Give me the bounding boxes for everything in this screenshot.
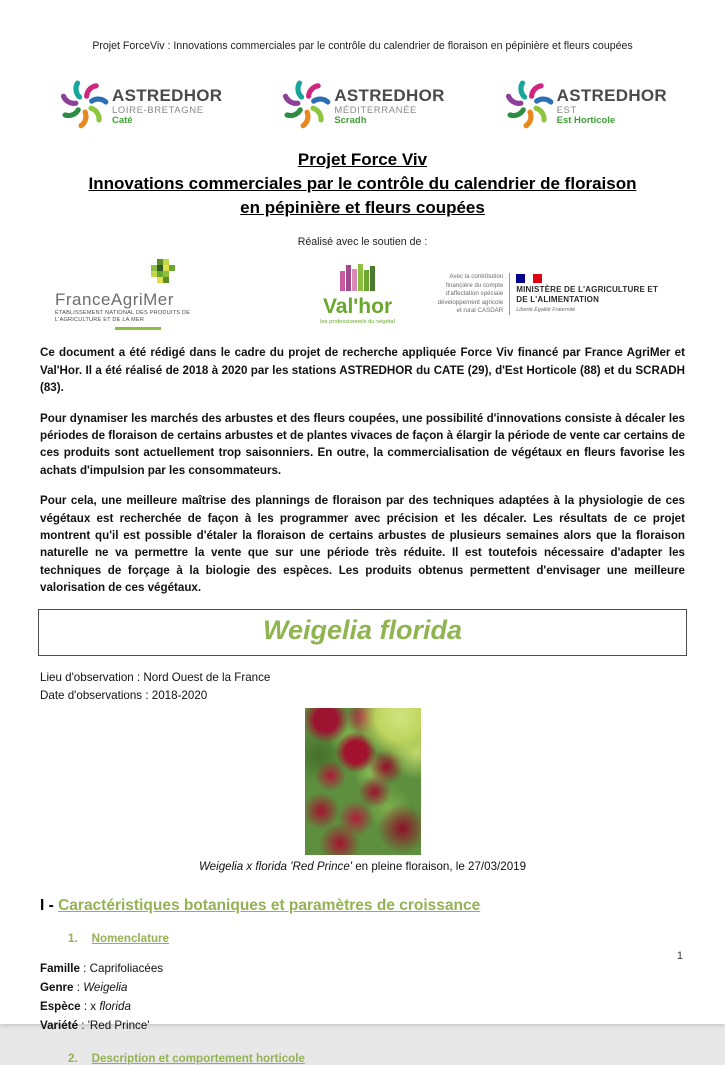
nomenclature-list <box>40 960 685 1035</box>
nomenclature-label: Espèce <box>40 999 81 1013</box>
nomenclature-label: Genre <box>40 981 74 995</box>
astredhor-pinwheel-icon <box>503 76 555 132</box>
section-1-heading <box>40 897 685 915</box>
subsection-1-nomenclature <box>68 932 685 945</box>
support-line: Réalisé avec le soutien de : <box>297 236 428 249</box>
photo-caption-species: Weigelia x florida 'Red Prince' <box>198 860 353 874</box>
nomenclature-value: Caprifoliacées <box>89 962 164 976</box>
document-title <box>0 148 725 219</box>
intro-paragraph-1: Ce document a été rédigé dans le cadre du projet de recherche appliquée Force Viv financé par France AgriMer et Val'Hor. Il a été réalisé de 2018 à 2020 par les stations ASTREDHOR du CATE (29), d'Est Horticole (88) et du SCRADH (83). <box>40 346 685 395</box>
subsection-2-label: Description et comportement horticole <box>91 1052 305 1065</box>
astredhor-station: Est Horticole <box>556 115 616 127</box>
nomenclature-value: x <box>90 999 100 1013</box>
valhor-wordmark: Val'hor <box>322 295 393 319</box>
nomenclature-separator: : <box>73 981 84 995</box>
astredhor-region: LOIRE-BRETAGNE <box>112 104 204 116</box>
nomenclature-value-italic: florida <box>99 999 131 1013</box>
page-number: 1 <box>676 950 683 962</box>
photo-caption <box>0 860 725 873</box>
subsection-2-number: 2. <box>68 1052 78 1065</box>
logo-astredhor-loire-bretagne <box>58 76 222 132</box>
logo-franceagrimer <box>55 259 278 330</box>
observation-location: Lieu d'observation : Nord Ouest de la France <box>40 671 271 685</box>
subsection-2-description <box>68 1052 685 1065</box>
title-line-2: Innovations commerciales par le contrôle du calendrier de floraison <box>88 173 637 193</box>
intro-paragraphs <box>40 344 685 596</box>
nomenclature-value-italic: Weigelia <box>83 981 128 995</box>
weigelia-flower-photo <box>305 708 421 855</box>
observation-meta <box>40 669 685 704</box>
astredhor-wordmark: ASTREDHOR <box>112 86 223 105</box>
astredhor-region: MÉDITERRANÉE <box>334 104 417 116</box>
nomenclature-row-variete <box>40 1017 685 1036</box>
nomenclature-label: Famille <box>40 962 80 976</box>
astredhor-wordmark: ASTREDHOR <box>556 86 667 105</box>
franceagrimer-underline-bar <box>115 327 161 330</box>
title-line-3: en pépinière et fleurs coupées <box>240 197 485 217</box>
astredhor-station: Caté <box>112 115 133 127</box>
subsection-1-label: Nomenclature <box>91 932 169 946</box>
logo-ministry <box>437 273 670 315</box>
franceagrimer-mosaic-icon <box>145 259 179 285</box>
species-banner <box>38 609 687 656</box>
nomenclature-value: 'Red Prince' <box>87 1018 150 1032</box>
franceagrimer-wordmark: FranceAgriMer <box>55 290 174 310</box>
subsection-1-number: 1. <box>68 932 78 946</box>
nomenclature-label: Variété <box>40 1018 79 1032</box>
astredhor-logo-row <box>58 76 667 132</box>
intro-paragraph-2: Pour dynamiser les marchés des arbustes et des fleurs coupées, une possibilité d'innovations consiste à décaler les périodes de floraison de certains arbustes et de plantes vivaces de façon à élargir la période de vente car certains de ces produits sont actuellement trop saisonniers. En outre, la commercialisation de végétaux en fleurs favorise les achats d'impulsion par les consommateurs. <box>40 411 685 477</box>
astredhor-pinwheel-icon <box>280 76 332 132</box>
photo-caption-rest: en pleine floraison, le 27/03/2019 <box>352 860 527 874</box>
astredhor-station: Scradh <box>334 115 367 127</box>
ministry-name: MINISTÈRE DE L'AGRICULTURE ET DE L'ALIMENTATION <box>516 285 659 305</box>
nomenclature-row-famille <box>40 960 685 979</box>
observation-dates: Date d'observations : 2018-2020 <box>40 688 208 702</box>
astredhor-region: EST <box>556 104 577 116</box>
ministry-motto: Liberté Égalité Fraternité <box>516 307 576 314</box>
french-flag-icon <box>516 274 542 283</box>
valhor-subtitle: les professionnels du végétal <box>320 319 395 326</box>
nomenclature-separator: : <box>79 962 90 976</box>
nomenclature-row-espece <box>40 998 685 1017</box>
nomenclature-separator: : <box>80 999 91 1013</box>
franceagrimer-subtitle: ÉTABLISSEMENT NATIONAL DES PRODUITS DE L'AGRICULTURE ET DE LA MER <box>55 310 191 324</box>
running-header: Projet ForceViv : Innovations commerciales par le contrôle du calendrier de floraison en pépinière et fleurs coupées <box>92 40 633 52</box>
logo-astredhor-mediterranee <box>280 76 444 132</box>
casdar-contribution-text: Avec la contribution financière du compte d'affectation spéciale développement agricole et rural CASDAR <box>437 273 510 315</box>
species-banner-title: Weigelia florida <box>262 615 463 646</box>
intro-paragraph-3: Pour cela, une meilleure maîtrise des plannings de floraison par des techniques adaptées à la physiologie de ces végétaux est recherchée de façon à les programmer avec précision et les décaler. Les résultats de ce projet montrent qu'il est possible d'étaler la floraison de certains arbustes de plusieurs semaines alors que la floraison naturelle ne va permettre la vente que sur une période très réduite. Il est toutefois nécessaire d'adapter les techniques de forçage à la biologie des espèces. Les produits obtenus permettent d'envisager une meilleure valorisation de ces végétaux. <box>40 494 685 595</box>
valhor-bars-icon <box>340 263 375 291</box>
title-line-1: Projet Force Viv <box>297 150 428 169</box>
logo-valhor <box>278 263 437 325</box>
nomenclature-separator: : <box>78 1018 88 1032</box>
sponsor-logo-row <box>55 258 670 330</box>
logo-astredhor-est <box>503 76 667 132</box>
section-1-number: I - <box>40 897 59 915</box>
astredhor-pinwheel-icon <box>58 76 110 132</box>
section-1-title: Caractéristiques botaniques et paramètres de croissance <box>58 897 481 915</box>
astredhor-wordmark: ASTREDHOR <box>334 86 445 105</box>
nomenclature-row-genre <box>40 979 685 998</box>
